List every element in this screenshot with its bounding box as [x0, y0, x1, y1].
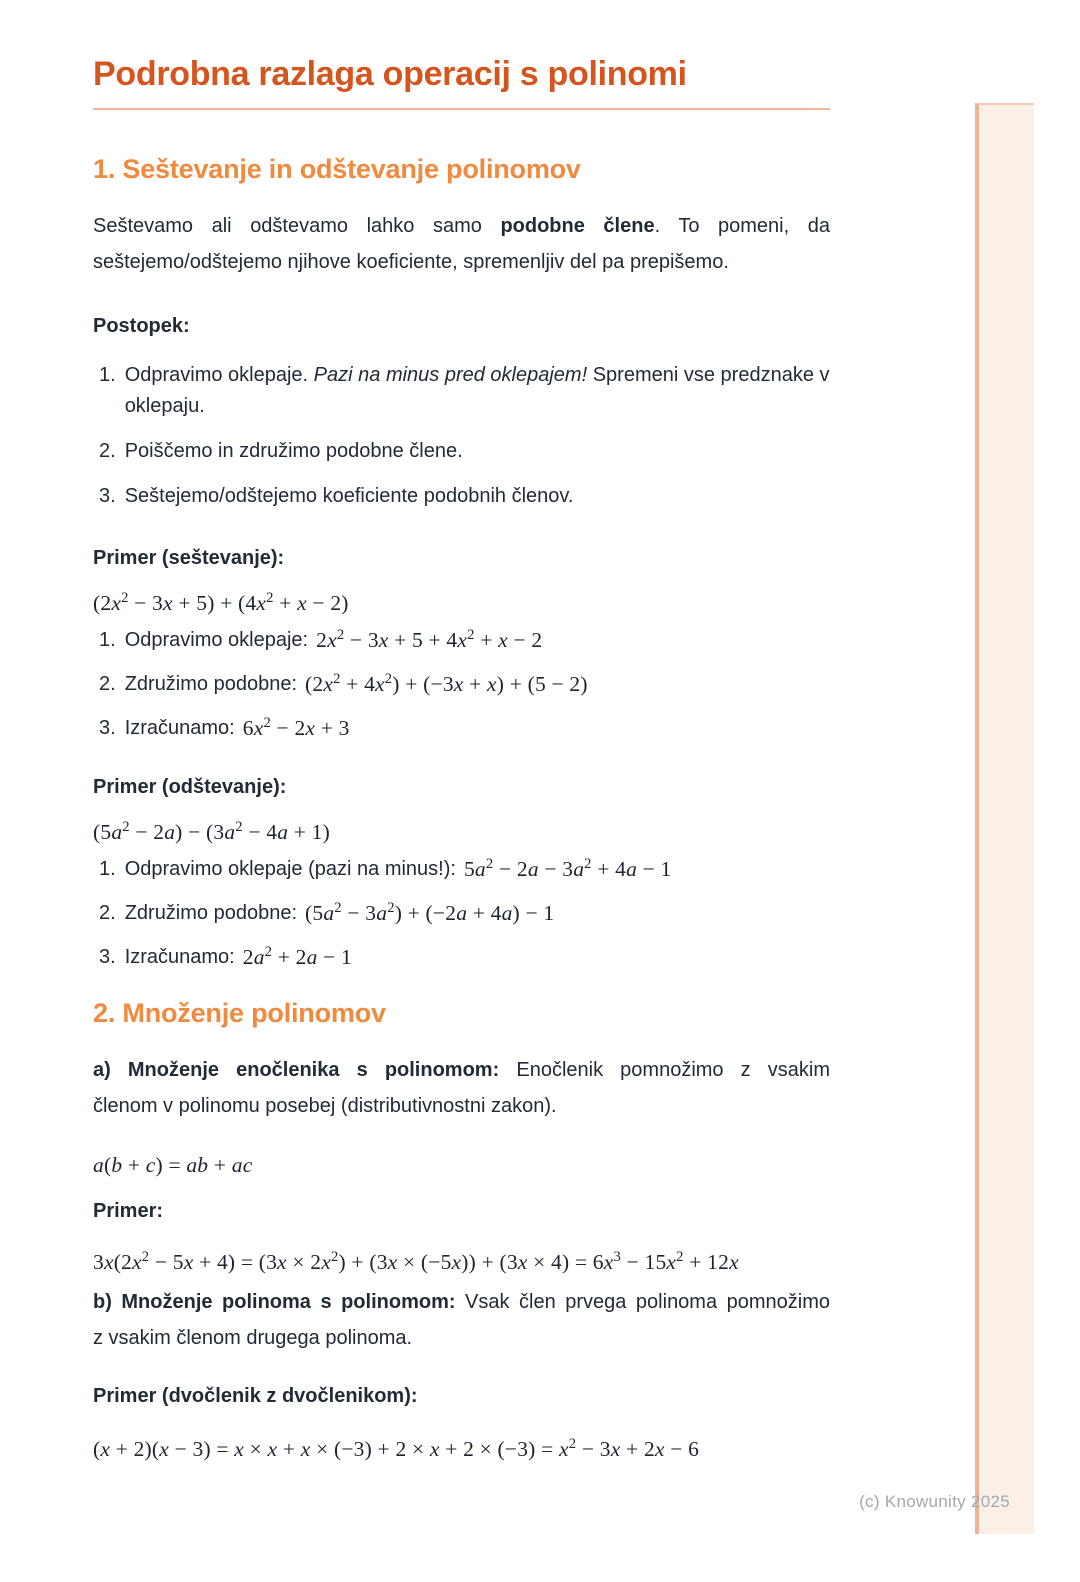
math-expression: $(5a^2 - 2a) - (3a^2 - 4a + 1)$ [93, 818, 330, 844]
intro-text-cont: . To pomeni, da [654, 215, 830, 237]
list-item-number: 3. [99, 946, 116, 968]
list-item-number: 2. [99, 902, 116, 924]
math-expression: $2x^2 - 3x + 5 + 4x^2 + x - 2$ [316, 626, 543, 652]
document-page [0, 54, 1080, 1582]
monomial-example [93, 1245, 830, 1282]
math-expression: $(2x^2 - 3x + 5) + (4x^2 + x - 2)$ [93, 589, 349, 615]
binomial-example [93, 1432, 830, 1469]
part-b-text: Vsak člen prvega polinoma pomnožimo [455, 1291, 830, 1313]
list-item-text [125, 481, 830, 512]
math-expression: $2a^2 + 2a - 1$ [242, 943, 352, 969]
list-item-number: 2. [99, 440, 116, 462]
list-item [93, 940, 830, 974]
section-2-heading: 2. Množenje polinomov [93, 998, 386, 1028]
list-item [93, 481, 830, 512]
list-item-text [125, 360, 830, 422]
step-text: Poiščemo in združimo podobne člene. [124, 440, 463, 462]
list-item-text [125, 436, 830, 467]
list-item-number: 1. [99, 364, 116, 386]
list-item-number: 1. [99, 858, 116, 880]
intro-line-1 [93, 208, 830, 244]
intro-bold-term: podobne člene [500, 215, 655, 237]
part-a-line-2: členom v polinomu posebej (distributivnostni zakon). [93, 1095, 557, 1117]
intro-line-2: seštejemo/odštejemo njihove koeficiente, spremenljiv del pa prepišemo. [93, 251, 729, 273]
title-underline [93, 108, 830, 110]
list-item [93, 852, 830, 886]
list-item [93, 896, 830, 930]
section-1-heading: 1. Seštevanje in odštevanje polinomov [93, 154, 581, 184]
step-text: Odpravimo oklepaje. [124, 364, 314, 386]
step-label: Izračunamo: [124, 946, 235, 968]
primer-label: Primer: [93, 1200, 164, 1222]
part-b-line-2: z vsakim členom drugega polinoma. [93, 1327, 413, 1349]
example-subtraction-steps [93, 852, 830, 974]
list-item-number: 1. [99, 629, 116, 651]
section-1-intro [93, 208, 830, 280]
math-expression: $6x^2 - 2x + 3$ [242, 714, 350, 740]
step-label: Odpravimo oklepaje: [124, 629, 309, 651]
step-italic-note: Pazi na minus pred oklepajem! [313, 364, 588, 386]
decorative-side-stripe [975, 103, 1034, 1534]
watermark-text: (c) Knowunity 2025 [859, 1492, 1010, 1511]
part-b-bold-lead: b) Množenje polinoma s polinomom: [93, 1291, 456, 1313]
step-label: Združimo podobne: [124, 673, 298, 695]
step-label: Odpravimo oklepaje (pazi na minus!): [124, 858, 456, 880]
example-addition-label: Primer (seštevanje): [93, 547, 285, 569]
list-item-number: 3. [99, 485, 116, 507]
math-expression: $5a^2 - 2a - 3a^2 + 4a - 1$ [463, 855, 672, 881]
list-item [93, 436, 830, 467]
section-2a-paragraph [93, 1052, 830, 1124]
binomial-example-label: Primer (dvočlenik z dvočlenikom): [93, 1385, 418, 1407]
intro-text: Seštevamo ali odštevamo lahko samo [93, 215, 501, 237]
list-item [93, 623, 830, 657]
part-a-text: Enočlenik pomnožimo z vsakim [499, 1059, 830, 1081]
section-2b-paragraph [93, 1284, 830, 1356]
part-a-line-1 [93, 1052, 830, 1088]
math-expression: $(x + 2)(x - 3) = x \times x + x \times (-3) + 2 \times x + 2 \times (-3) = x^2 - 3x + 2x - 6$ [93, 1435, 700, 1461]
postopek-label: Postopek: [93, 315, 190, 337]
math-expression: $(2x^2 + 4x^2) + (-3x + x) + (5 - 2)$ [305, 670, 588, 696]
step-text-cont: Spremeni vse predznake v oklepaju. [124, 364, 830, 417]
math-expression: $(5a^2 - 3a^2) + (-2a + 4a) - 1$ [305, 899, 555, 925]
step-text: Seštejemo/odštejemo koeficiente podobnih členov. [124, 485, 574, 507]
distributive-formula [93, 1148, 830, 1185]
part-b-line-1 [93, 1284, 830, 1320]
list-item-number: 2. [99, 673, 116, 695]
example-addition-expression [93, 586, 830, 623]
example-addition-steps [93, 623, 830, 745]
math-expression: a(b + c) = ab + ac [93, 1153, 253, 1177]
part-a-bold-lead: a) Množenje enočlenika s polinomom: [93, 1059, 500, 1081]
math-expression: $3x(2x^2 - 5x + 4) = (3x \times 2x^2) + (3x \times (-5x)) + (3x \times 4) = 6x^3 - 15x^2 + 12x$ [93, 1248, 739, 1274]
postopek-steps-list [93, 360, 830, 512]
list-item-number: 3. [99, 717, 116, 739]
step-label: Izračunamo: [124, 717, 235, 739]
page-title: Podrobna razlaga operacij s polinomi [93, 55, 687, 93]
document-content [93, 54, 830, 1469]
step-label: Združimo podobne: [124, 902, 298, 924]
list-item [93, 360, 830, 422]
example-subtraction-label: Primer (odštevanje): [93, 776, 287, 798]
list-item [93, 711, 830, 745]
list-item [93, 667, 830, 701]
example-subtraction-expression [93, 815, 830, 852]
